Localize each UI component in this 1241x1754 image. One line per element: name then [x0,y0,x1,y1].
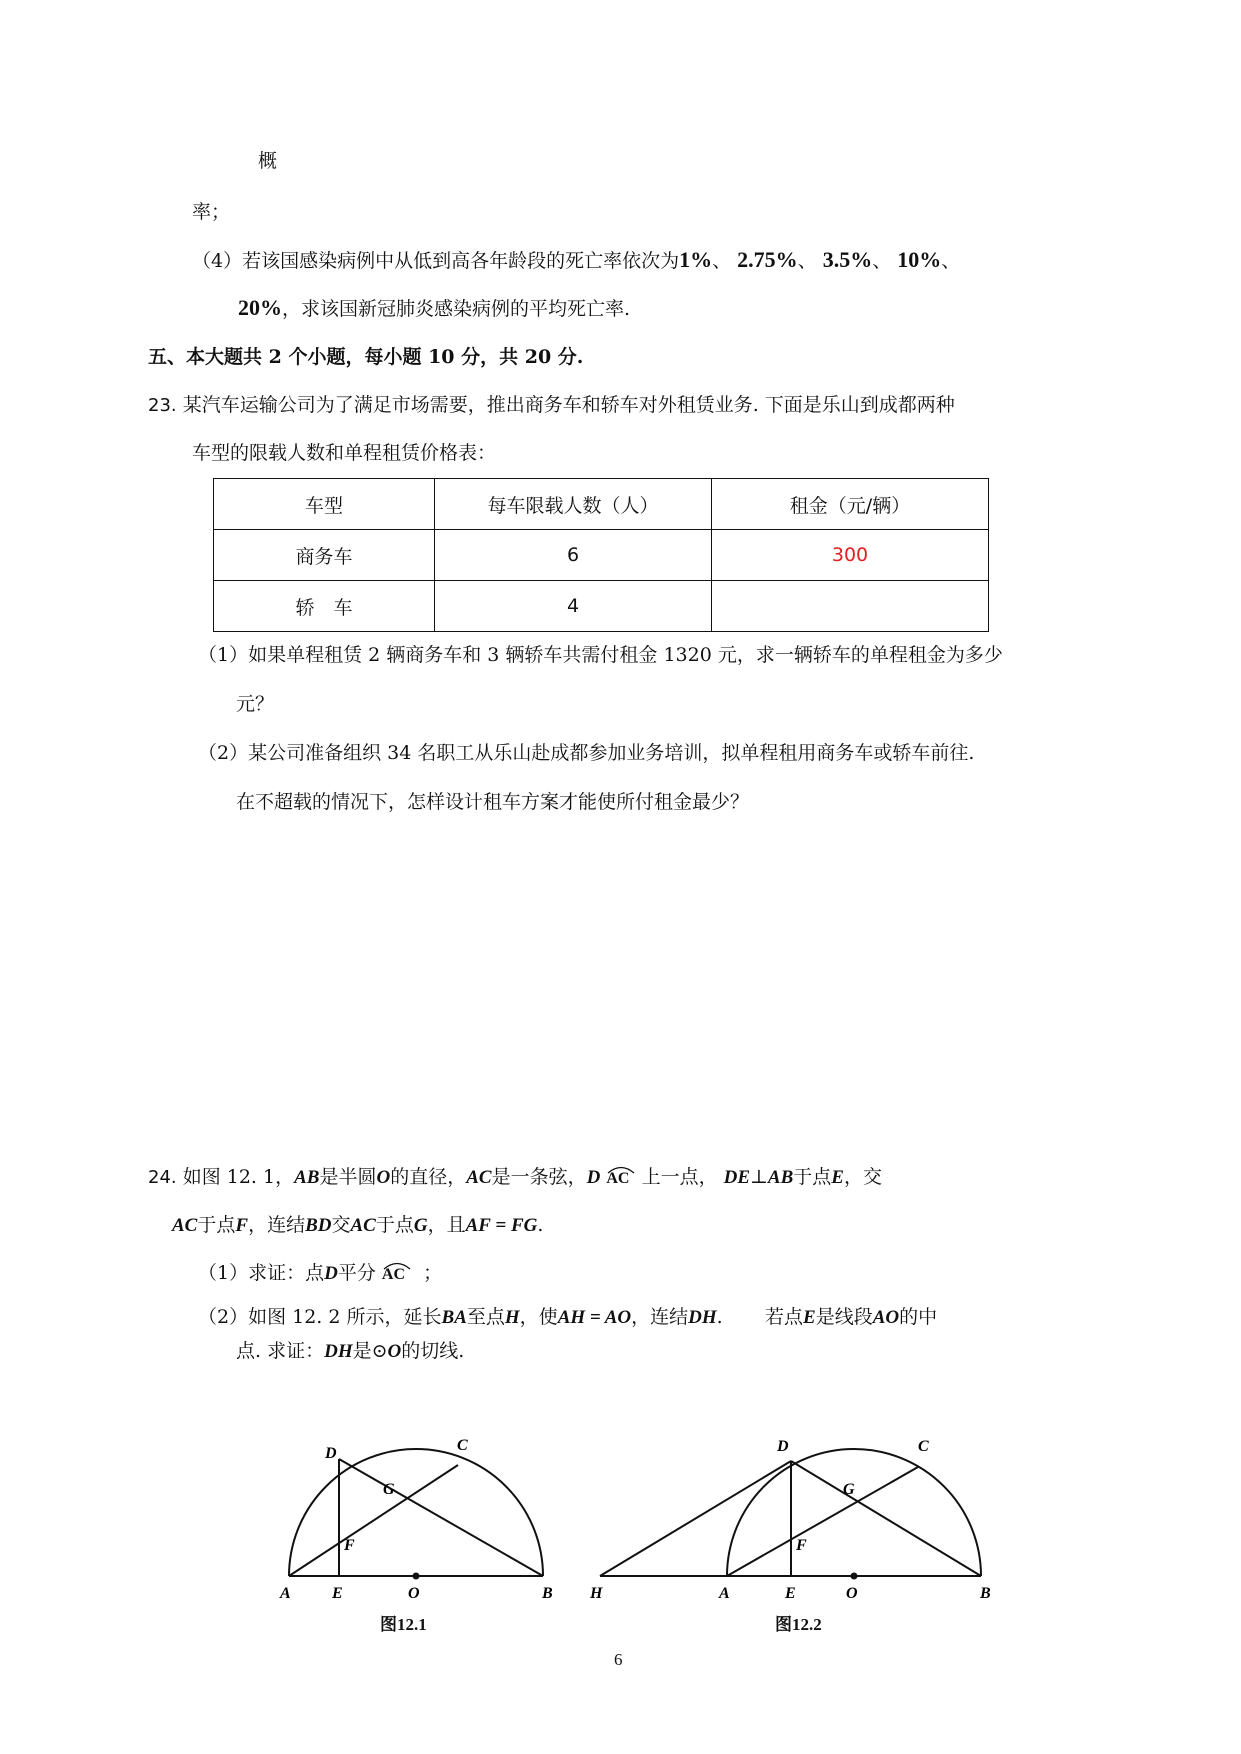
label-F: F [344,1537,355,1554]
text: （2）如图 12. 2 所示，延长 [198,1306,442,1328]
center-O-dot [851,1573,858,1580]
label-E: E [785,1585,796,1602]
text: ，连结 [248,1214,306,1236]
tangent-HD [600,1461,791,1576]
sep: 、 [797,250,817,272]
sep: 、 [712,250,732,272]
table-cell: 轿 车 [214,581,435,632]
math-AO: AO [872,1307,900,1328]
text: 于点 [197,1214,236,1236]
label-A: A [280,1585,291,1602]
q4-prefix: （4）若该国感染病例中从低到高各年龄段的死亡率依次为 [192,250,680,272]
math-H: H [504,1307,520,1328]
table-cell: 商务车 [214,530,435,581]
label-D: D [325,1445,337,1462]
math-F: F [235,1215,249,1236]
math-AH-AO: AH = AO [557,1307,632,1328]
text: ，且 [427,1214,466,1236]
text: . [537,1214,544,1236]
center-O-dot [413,1573,420,1580]
fragment-text-2: 率； [192,201,231,223]
rate-4: 10% [897,247,942,272]
label-D: D [777,1438,789,1455]
caption-fig-12-1: 图12.1 [380,1615,427,1634]
text: 点. 求证： [236,1340,325,1362]
perp-symbol: ⊥ [750,1166,768,1188]
label-O: O [846,1585,858,1602]
sep: 、 [872,250,892,272]
page-number: 6 [614,1650,623,1669]
math-O: O [387,1341,402,1362]
q23-number: 23. [148,395,177,416]
text: 的中 [899,1306,938,1328]
rate-5: 20% [238,295,282,320]
text: ，连结 [631,1306,689,1328]
label-G: G [383,1481,395,1498]
section-title: 五、本大题共 2 个小题，每小题 10 分，共 20 分. [148,346,584,368]
text: （1）求证：点 [198,1262,325,1284]
semicircle-arc [727,1449,981,1576]
math-DH: DH [324,1341,353,1362]
rate-2: 2.75% [737,247,798,272]
math-BD: BD [305,1215,332,1236]
figure-12-2 [600,1449,981,1576]
math-AC: AC [172,1215,198,1236]
text: 的直径， [390,1166,467,1188]
label-B: B [980,1585,991,1602]
label-F: F [796,1537,807,1554]
q24-number: 24. [148,1167,177,1188]
text: 是⊙ [352,1340,388,1362]
table-cell: 300 [712,530,989,581]
text: ，使 [519,1306,558,1328]
text: 是半圆 [319,1166,377,1188]
rate-1: 1% [679,247,713,272]
text: 是一条弦， [491,1166,587,1188]
text: ，交 [843,1166,882,1188]
text: 的切线. [401,1340,465,1362]
arc-label: AC [606,1170,630,1187]
figure-12-1 [289,1449,543,1576]
label-O: O [408,1585,420,1602]
text: 于点 [793,1166,832,1188]
text: ； [423,1262,443,1284]
math-DH: DH [688,1307,717,1328]
label-C: C [918,1438,929,1455]
chord-AC [289,1465,458,1576]
math-AC: AC [350,1215,376,1236]
math-G: G [413,1215,428,1236]
rate-3: 3.5% [822,247,873,272]
label-C: C [457,1437,468,1454]
math-AB: AB [767,1167,794,1188]
math-D: D [586,1167,601,1188]
text: 至点 [466,1306,505,1328]
text: 平分 [337,1262,376,1284]
q23-text-1: 某汽车运输公司为了满足市场需要，推出商务车和轿车对外租赁业务. 下面是乐山到成都两种 [182,394,955,416]
text: 于点 [375,1214,414,1236]
fragment-text-1: 概 [258,150,278,172]
caption-fig-12-2: 图12.2 [775,1615,822,1634]
table-cell: 6 [435,530,712,581]
text: . [716,1306,723,1328]
label-H: H [590,1585,603,1602]
semicircle-arc [289,1449,543,1576]
q23-part1-line-1: （1）如果单程租赁 2 辆商务车和 3 辆轿车共需付租金 1320 元，求一辆轿车的单程租金为多少 [198,644,1003,666]
label-A: A [719,1585,730,1602]
table-header: 每车限载人数（人） [435,479,712,530]
math-DE: DE [723,1167,751,1188]
text: 上一点， [641,1166,718,1188]
math-AB: AB [294,1167,320,1188]
math-D: D [324,1263,338,1284]
text: 交 [331,1214,351,1236]
math-BA: BA [441,1307,467,1328]
math-AF-FG: AF = FG [465,1215,538,1236]
q23-part1-line-2: 元？ [236,693,275,715]
q23-line-2: 车型的限载人数和单程租赁价格表： [192,442,497,464]
q23-part2-line-1: （2）某公司准备组织 34 名职工从乐山赴成都参加业务培训，拟单程租用商务车或轿车前往. [198,742,975,764]
label-B: B [542,1585,553,1602]
label-G: G [843,1481,855,1498]
math-E: E [803,1307,816,1328]
math-AC: AC [466,1167,492,1188]
text: 如图 12. 1， [182,1166,295,1188]
label-E: E [332,1585,343,1602]
table-header: 车型 [214,479,435,530]
q23-part2-line-2: 在不超载的情况下，怎样设计租车方案才能使所付租金最少？ [236,791,750,813]
segment-DB [791,1461,981,1576]
sep: 、 [941,250,961,272]
math-E: E [831,1167,844,1188]
text: 若点 [765,1306,804,1328]
text: 是线段 [815,1306,873,1328]
table-cell: 4 [435,581,712,632]
q4-suffix: ，求该国新冠肺炎感染病例的平均死亡率. [282,298,631,320]
math-O: O [376,1167,391,1188]
arc-label: AC [381,1266,405,1283]
table-header: 租金（元/辆） [712,479,989,530]
